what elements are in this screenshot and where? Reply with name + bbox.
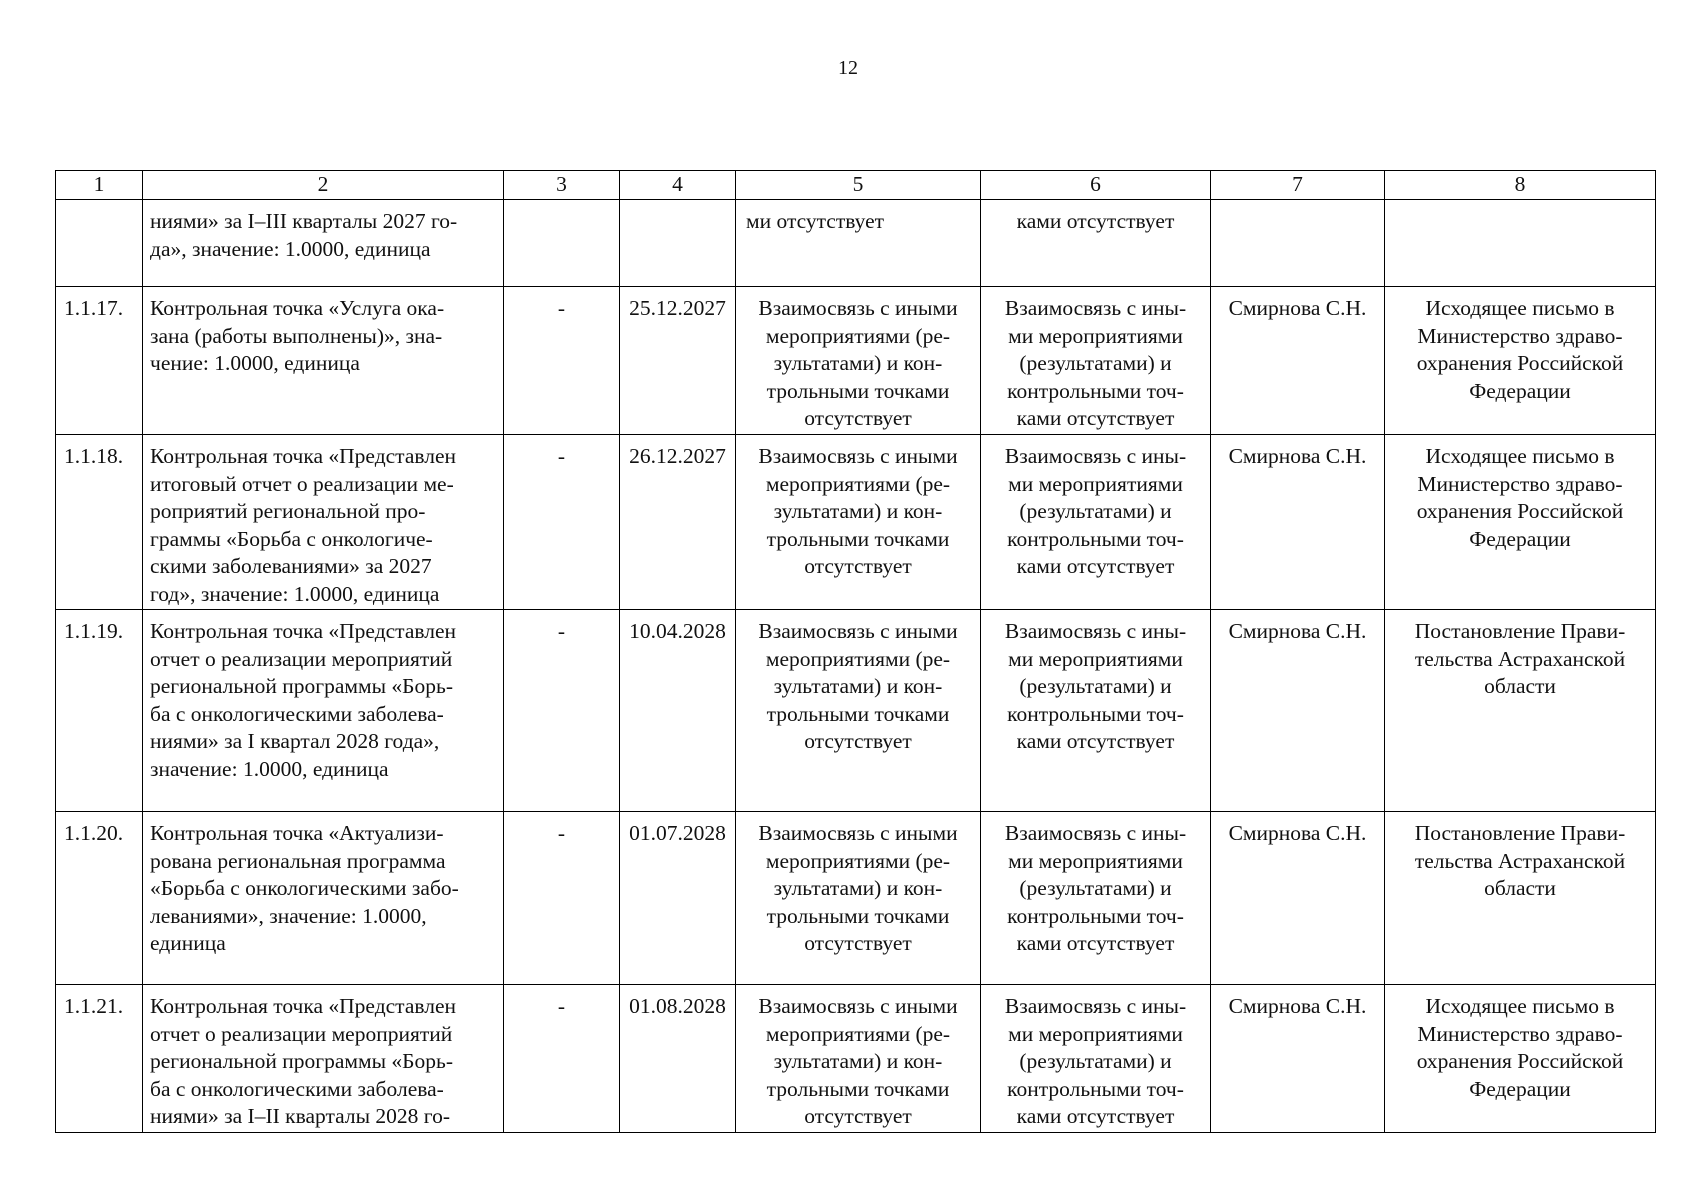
table-row — [56, 435, 1656, 610]
description-cell: Контрольная точка «Представлен отчет о реализации мероприятий региональной программы «Борь- ба с онкологическими заболева- ниями» за I–II кварталы 2028 го- — [143, 985, 504, 1133]
column-header-4: 4 — [620, 171, 736, 200]
control-points-table — [55, 170, 1656, 1133]
date-cell: 10.04.2028 — [620, 610, 736, 812]
responsible-cell: Смирнова С.Н. — [1211, 985, 1385, 1133]
date-cell: 25.12.2027 — [620, 287, 736, 435]
responsible-cell — [1211, 200, 1385, 287]
document-cell: Исходящее письмо в Министерство здраво- охранения Российской Федерации — [1385, 985, 1656, 1133]
relation-cell-2: Взаимосвязь с ины- ми мероприятиями (результатами) и контрольными точ- ками отсутствует — [981, 985, 1211, 1133]
date-cell: 01.08.2028 — [620, 985, 736, 1133]
responsible-cell: Смирнова С.Н. — [1211, 812, 1385, 985]
date-cell — [620, 200, 736, 287]
relation-cell-2: Взаимосвязь с ины- ми мероприятиями (результатами) и контрольными точ- ками отсутствует — [981, 287, 1211, 435]
row-number-cell: 1.1.21. — [56, 985, 143, 1133]
column-header-2: 2 — [143, 171, 504, 200]
document-cell: Исходящее письмо в Министерство здраво- охранения Российской Федерации — [1385, 287, 1656, 435]
document-cell: Постановление Прави- тельства Астраханской области — [1385, 610, 1656, 812]
description-cell: Контрольная точка «Услуга ока- зана (работы выполнены)», зна- чение: 1.0000, единица — [143, 287, 504, 435]
column-header-3: 3 — [504, 171, 620, 200]
row-number-cell — [56, 200, 143, 287]
column-3-cell: - — [504, 435, 620, 610]
relation-cell: Взаимосвязь с иными мероприятиями (ре- зультатами) и кон- трольными точками отсутствует — [736, 812, 981, 985]
relation-cell: Взаимосвязь с иными мероприятиями (ре- зультатами) и кон- трольными точками отсутствует — [736, 610, 981, 812]
description-cell: ниями» за I–III кварталы 2027 го- да», значение: 1.0000, единица — [143, 200, 504, 287]
row-number-cell: 1.1.20. — [56, 812, 143, 985]
relation-cell-2: Взаимосвязь с ины- ми мероприятиями (результатами) и контрольными точ- ками отсутствует — [981, 812, 1211, 985]
column-header-5: 5 — [736, 171, 981, 200]
description-cell: Контрольная точка «Актуализи- рована региональная программа «Борьба с онкологическими забо- леваниями», значение: 1.0000, единица — [143, 812, 504, 985]
date-cell: 26.12.2027 — [620, 435, 736, 610]
responsible-cell: Смирнова С.Н. — [1211, 610, 1385, 812]
table-row — [56, 812, 1656, 985]
column-header-7: 7 — [1211, 171, 1385, 200]
description-cell: Контрольная точка «Представлен итоговый отчет о реализации ме- роприятий региональной про- граммы «Борьба с онкологиче- скими заболеваниями» за 2027 год», значение: 1.0000, единица — [143, 435, 504, 610]
responsible-cell: Смирнова С.Н. — [1211, 287, 1385, 435]
column-3-cell: - — [504, 287, 620, 435]
relation-cell: Взаимосвязь с иными мероприятиями (ре- зультатами) и кон- трольными точками отсутствует — [736, 435, 981, 610]
row-number-cell: 1.1.19. — [56, 610, 143, 812]
row-number-cell: 1.1.18. — [56, 435, 143, 610]
relation-cell-2: Взаимосвязь с ины- ми мероприятиями (результатами) и контрольными точ- ками отсутствует — [981, 435, 1211, 610]
table-row — [56, 985, 1656, 1133]
page-number: 12 — [838, 57, 858, 79]
relation-cell-2: ками отсутствует — [981, 200, 1211, 287]
document-cell: Исходящее письмо в Министерство здраво- охранения Российской Федерации — [1385, 435, 1656, 610]
relation-cell: ми отсутствует — [736, 200, 981, 287]
column-header-8: 8 — [1385, 171, 1656, 200]
column-3-cell: - — [504, 610, 620, 812]
row-number-cell: 1.1.17. — [56, 287, 143, 435]
column-3-cell: - — [504, 985, 620, 1133]
table-row-continuation — [56, 200, 1656, 287]
date-cell: 01.07.2028 — [620, 812, 736, 985]
table-header-row — [56, 171, 1656, 200]
table-row — [56, 287, 1656, 435]
relation-cell: Взаимосвязь с иными мероприятиями (ре- зультатами) и кон- трольными точками отсутствует — [736, 287, 981, 435]
column-header-1: 1 — [56, 171, 143, 200]
document-cell — [1385, 200, 1656, 287]
column-3-cell — [504, 200, 620, 287]
responsible-cell: Смирнова С.Н. — [1211, 435, 1385, 610]
relation-cell-2: Взаимосвязь с ины- ми мероприятиями (результатами) и контрольными точ- ками отсутствует — [981, 610, 1211, 812]
column-header-6: 6 — [981, 171, 1211, 200]
description-cell: Контрольная точка «Представлен отчет о реализации мероприятий региональной программы «Борь- ба с онкологическими заболева- ниями» за I квартал 2028 года», значение: 1.0000, единица — [143, 610, 504, 812]
document-cell: Постановление Прави- тельства Астраханской области — [1385, 812, 1656, 985]
column-3-cell: - — [504, 812, 620, 985]
relation-cell: Взаимосвязь с иными мероприятиями (ре- зультатами) и кон- трольными точками отсутствует — [736, 985, 981, 1133]
table-row — [56, 610, 1656, 812]
